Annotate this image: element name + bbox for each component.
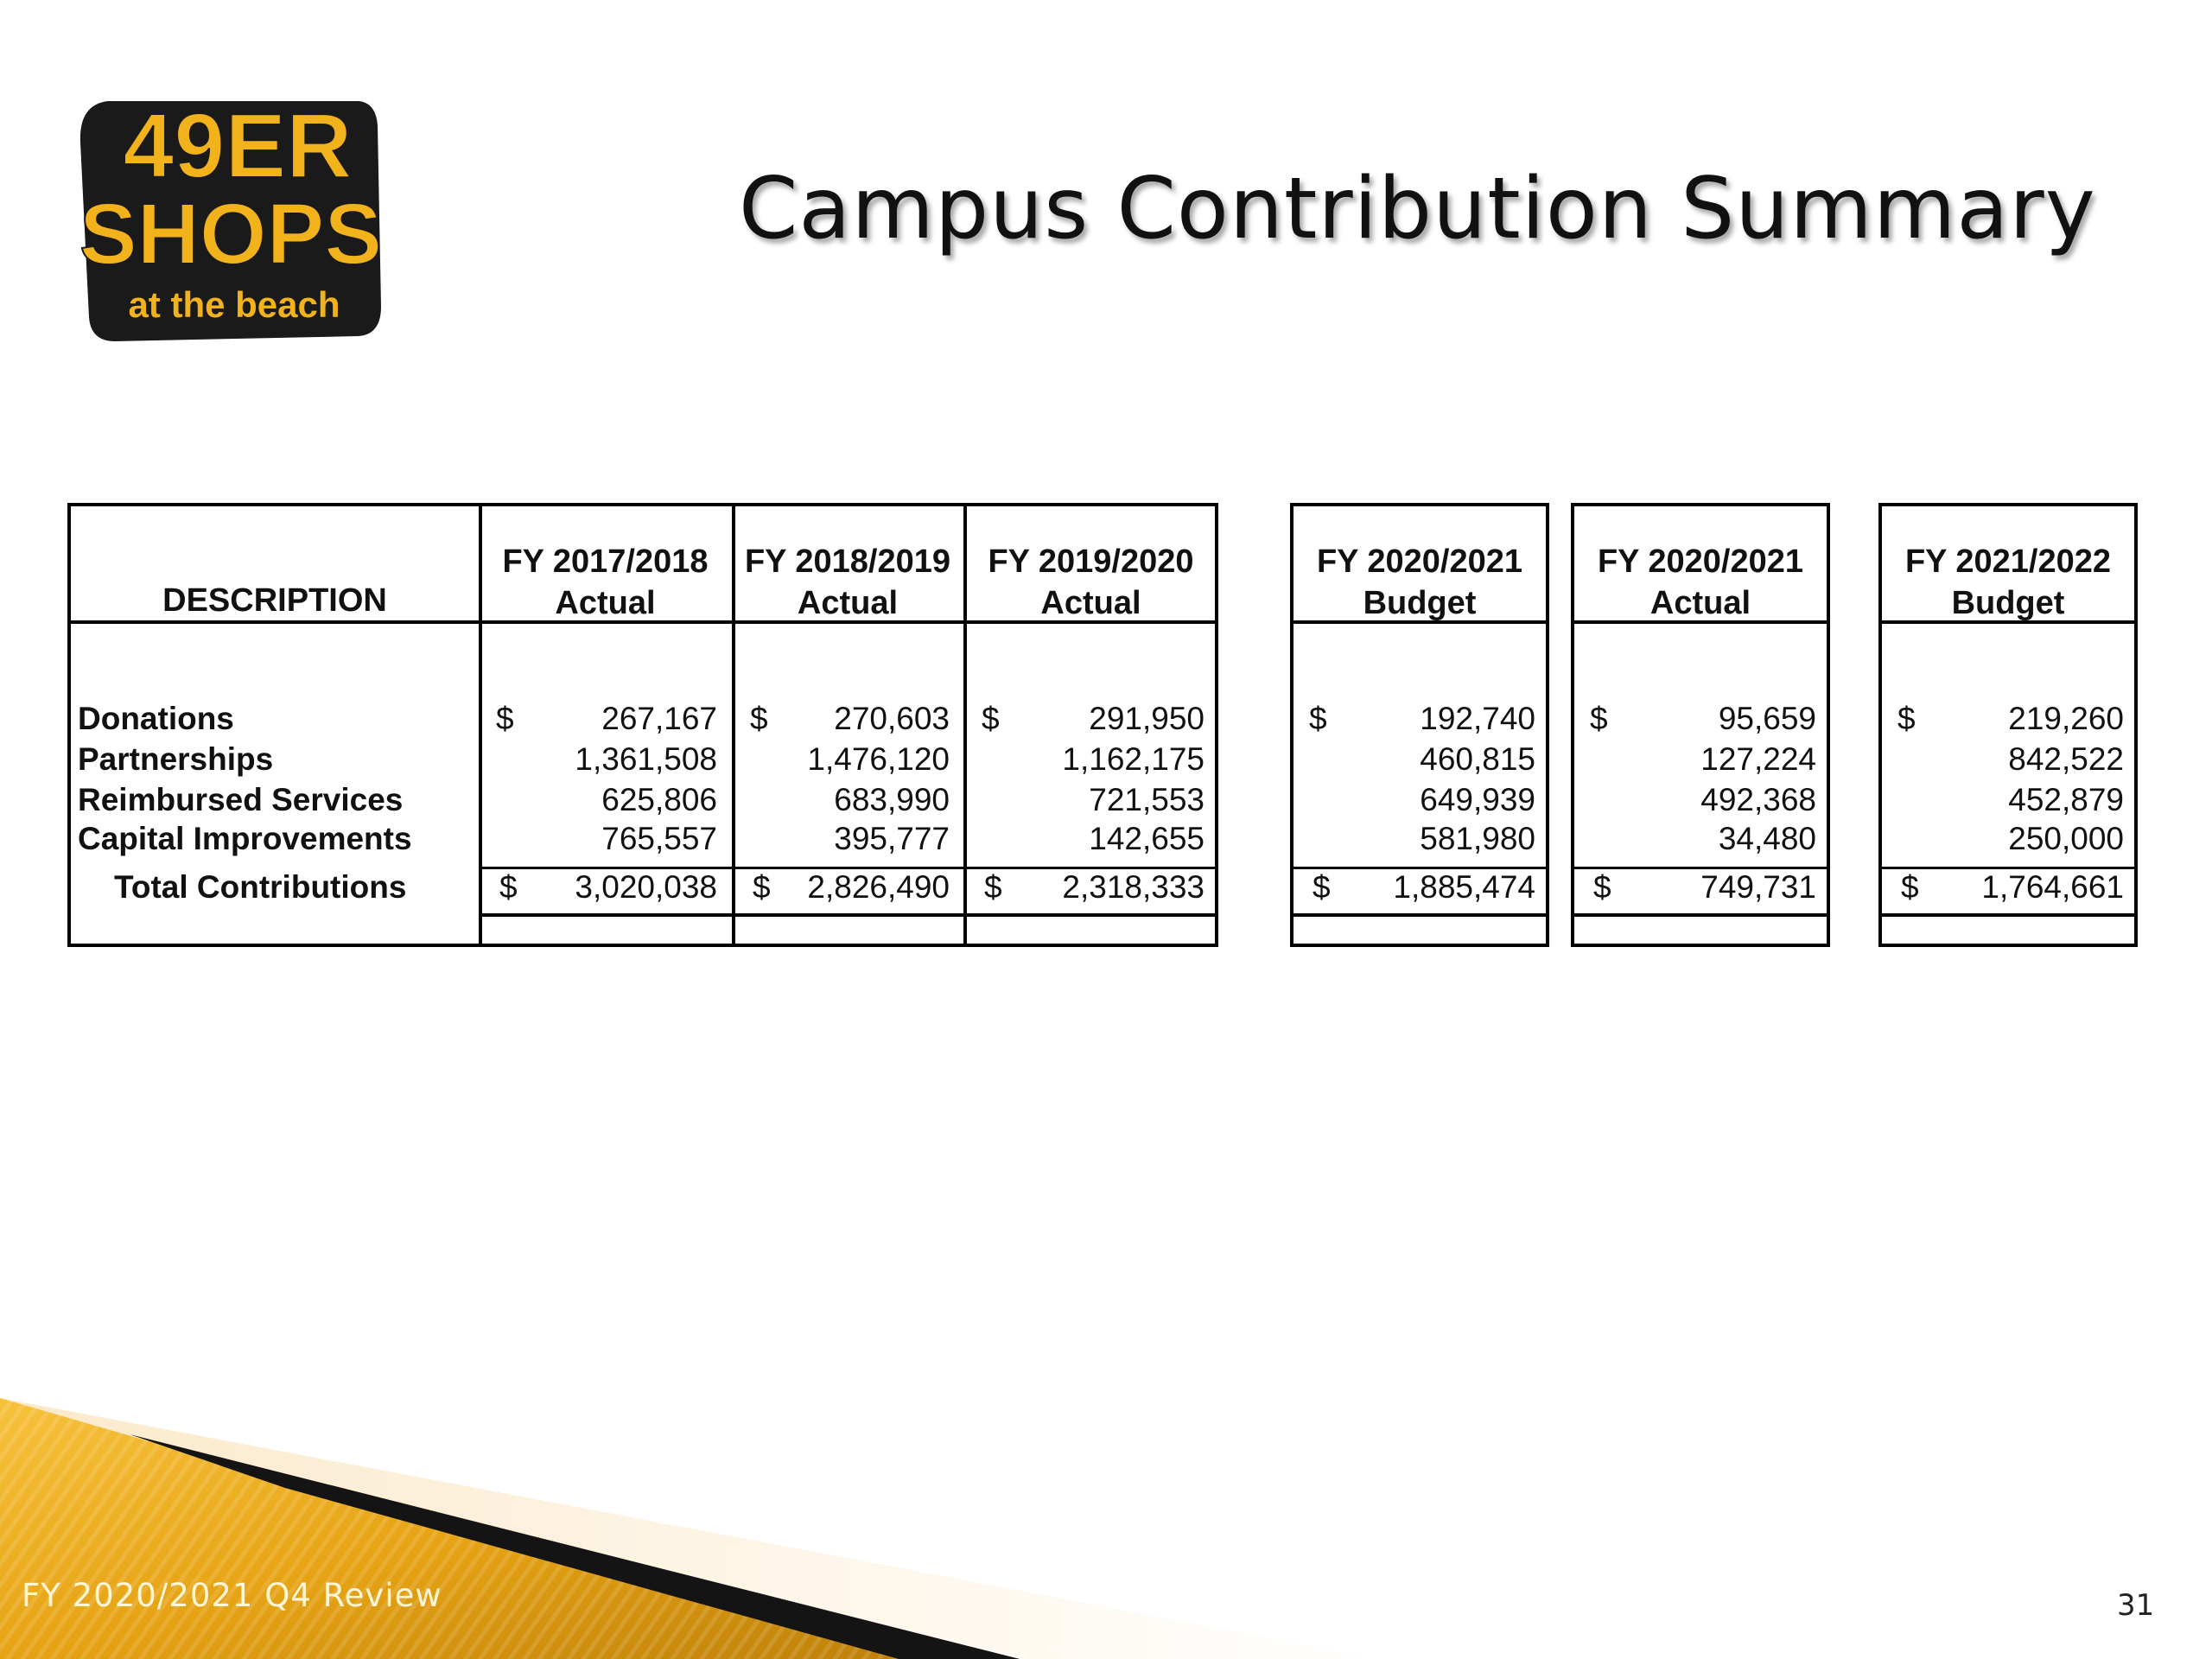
shop-logo [73, 91, 402, 350]
cell-partnerships-fy2020-actual: 127,224 [1700, 741, 1816, 777]
currency-symbol: $ [982, 701, 1000, 736]
page-number: 31 [2117, 1588, 2155, 1623]
svg-text:at the beach: at the beach [128, 284, 340, 325]
cell-total-fy2020-budget: 1,885,474 [1393, 869, 1535, 905]
currency-symbol: $ [1901, 869, 1919, 905]
budget-2021-table [1290, 503, 1549, 947]
currency-symbol: $ [1309, 701, 1327, 736]
currency-symbol: $ [1590, 701, 1608, 736]
cell-capital-fy2017: 765,557 [601, 821, 717, 856]
cell-partnerships-fy2017: 1,361,508 [575, 741, 717, 777]
cell-total-fy2017: 3,020,038 [575, 869, 717, 905]
cell-partnerships-fy2018: 1,476,120 [807, 741, 950, 777]
svg-text:49ER: 49ER [123, 95, 353, 197]
cell-donations-fy2020-budget: 192,740 [1420, 701, 1535, 736]
footer-text: FY 2020/2021 Q4 Review [22, 1577, 442, 1614]
currency-symbol: $ [753, 869, 771, 905]
cell-total-fy2019: 2,318,333 [1062, 869, 1205, 905]
cell-reimbursed-fy2019: 721,553 [1089, 782, 1205, 817]
cell-reimbursed-fy2020-actual: 492,368 [1700, 782, 1816, 817]
svg-text:SHOPS: SHOPS [79, 186, 383, 283]
cell-donations-fy2017: 267,167 [601, 701, 717, 736]
currency-symbol: $ [750, 701, 768, 736]
cell-total-fy2018: 2,826,490 [807, 869, 950, 905]
column-header-fy2017: FY 2017/2018 Actual [502, 543, 709, 621]
currency-symbol: $ [496, 701, 514, 736]
page-title: Campus Contribution Summary [739, 160, 2096, 258]
cell-capital-fy2020-actual: 34,480 [1718, 821, 1816, 856]
currency-symbol: $ [1593, 869, 1611, 905]
cell-partnerships-fy2019: 1,162,175 [1062, 741, 1205, 777]
cell-capital-fy2020-budget: 581,980 [1420, 821, 1535, 856]
cell-reimbursed-fy2021-budget: 452,879 [2008, 782, 2124, 817]
currency-symbol: $ [499, 869, 518, 905]
cell-capital-fy2018: 395,777 [834, 821, 950, 856]
budget-2022-table [1878, 503, 2138, 947]
cell-reimbursed-fy2018: 683,990 [834, 782, 950, 817]
currency-symbol: $ [1897, 701, 1916, 736]
cell-reimbursed-fy2017: 625,806 [601, 782, 717, 817]
description-header: DESCRIPTION [162, 582, 387, 619]
column-header-fy2020-actual: FY 2020/2021 Actual [1597, 543, 1804, 621]
historical-table [67, 503, 1218, 947]
total-label: Total Contributions [114, 869, 407, 905]
cell-reimbursed-fy2020-budget: 649,939 [1420, 782, 1535, 817]
row-label-partnerships: Partnerships [78, 741, 274, 777]
cell-partnerships-fy2021-budget: 842,522 [2008, 741, 2124, 777]
column-header-fy2021-budget: FY 2021/2022 Budget [1904, 543, 2112, 621]
currency-symbol: $ [984, 869, 1002, 905]
cell-donations-fy2018: 270,603 [834, 701, 950, 736]
cell-capital-fy2021-budget: 250,000 [2008, 821, 2124, 856]
column-header-fy2019: FY 2019/2020 Actual [988, 543, 1194, 621]
cell-total-fy2020-actual: 749,731 [1700, 869, 1816, 905]
row-label-reimbursed-services: Reimbursed Services [78, 782, 404, 817]
cell-capital-fy2019: 142,655 [1089, 821, 1205, 856]
actual-2021-table [1571, 503, 1830, 947]
cell-partnerships-fy2020-budget: 460,815 [1420, 741, 1535, 777]
row-label-capital-improvements: Capital Improvements [78, 821, 412, 856]
cell-donations-fy2019: 291,950 [1089, 701, 1205, 736]
column-header-fy2020-budget: FY 2020/2021 Budget [1316, 543, 1523, 621]
cell-donations-fy2020-actual: 95,659 [1718, 701, 1816, 736]
currency-symbol: $ [1313, 869, 1331, 905]
cell-total-fy2021-budget: 1,764,661 [1981, 869, 2124, 905]
row-label-donations: Donations [78, 701, 234, 736]
cell-donations-fy2021-budget: 219,260 [2008, 701, 2124, 736]
column-header-fy2018: FY 2018/2019 Actual [744, 543, 951, 621]
